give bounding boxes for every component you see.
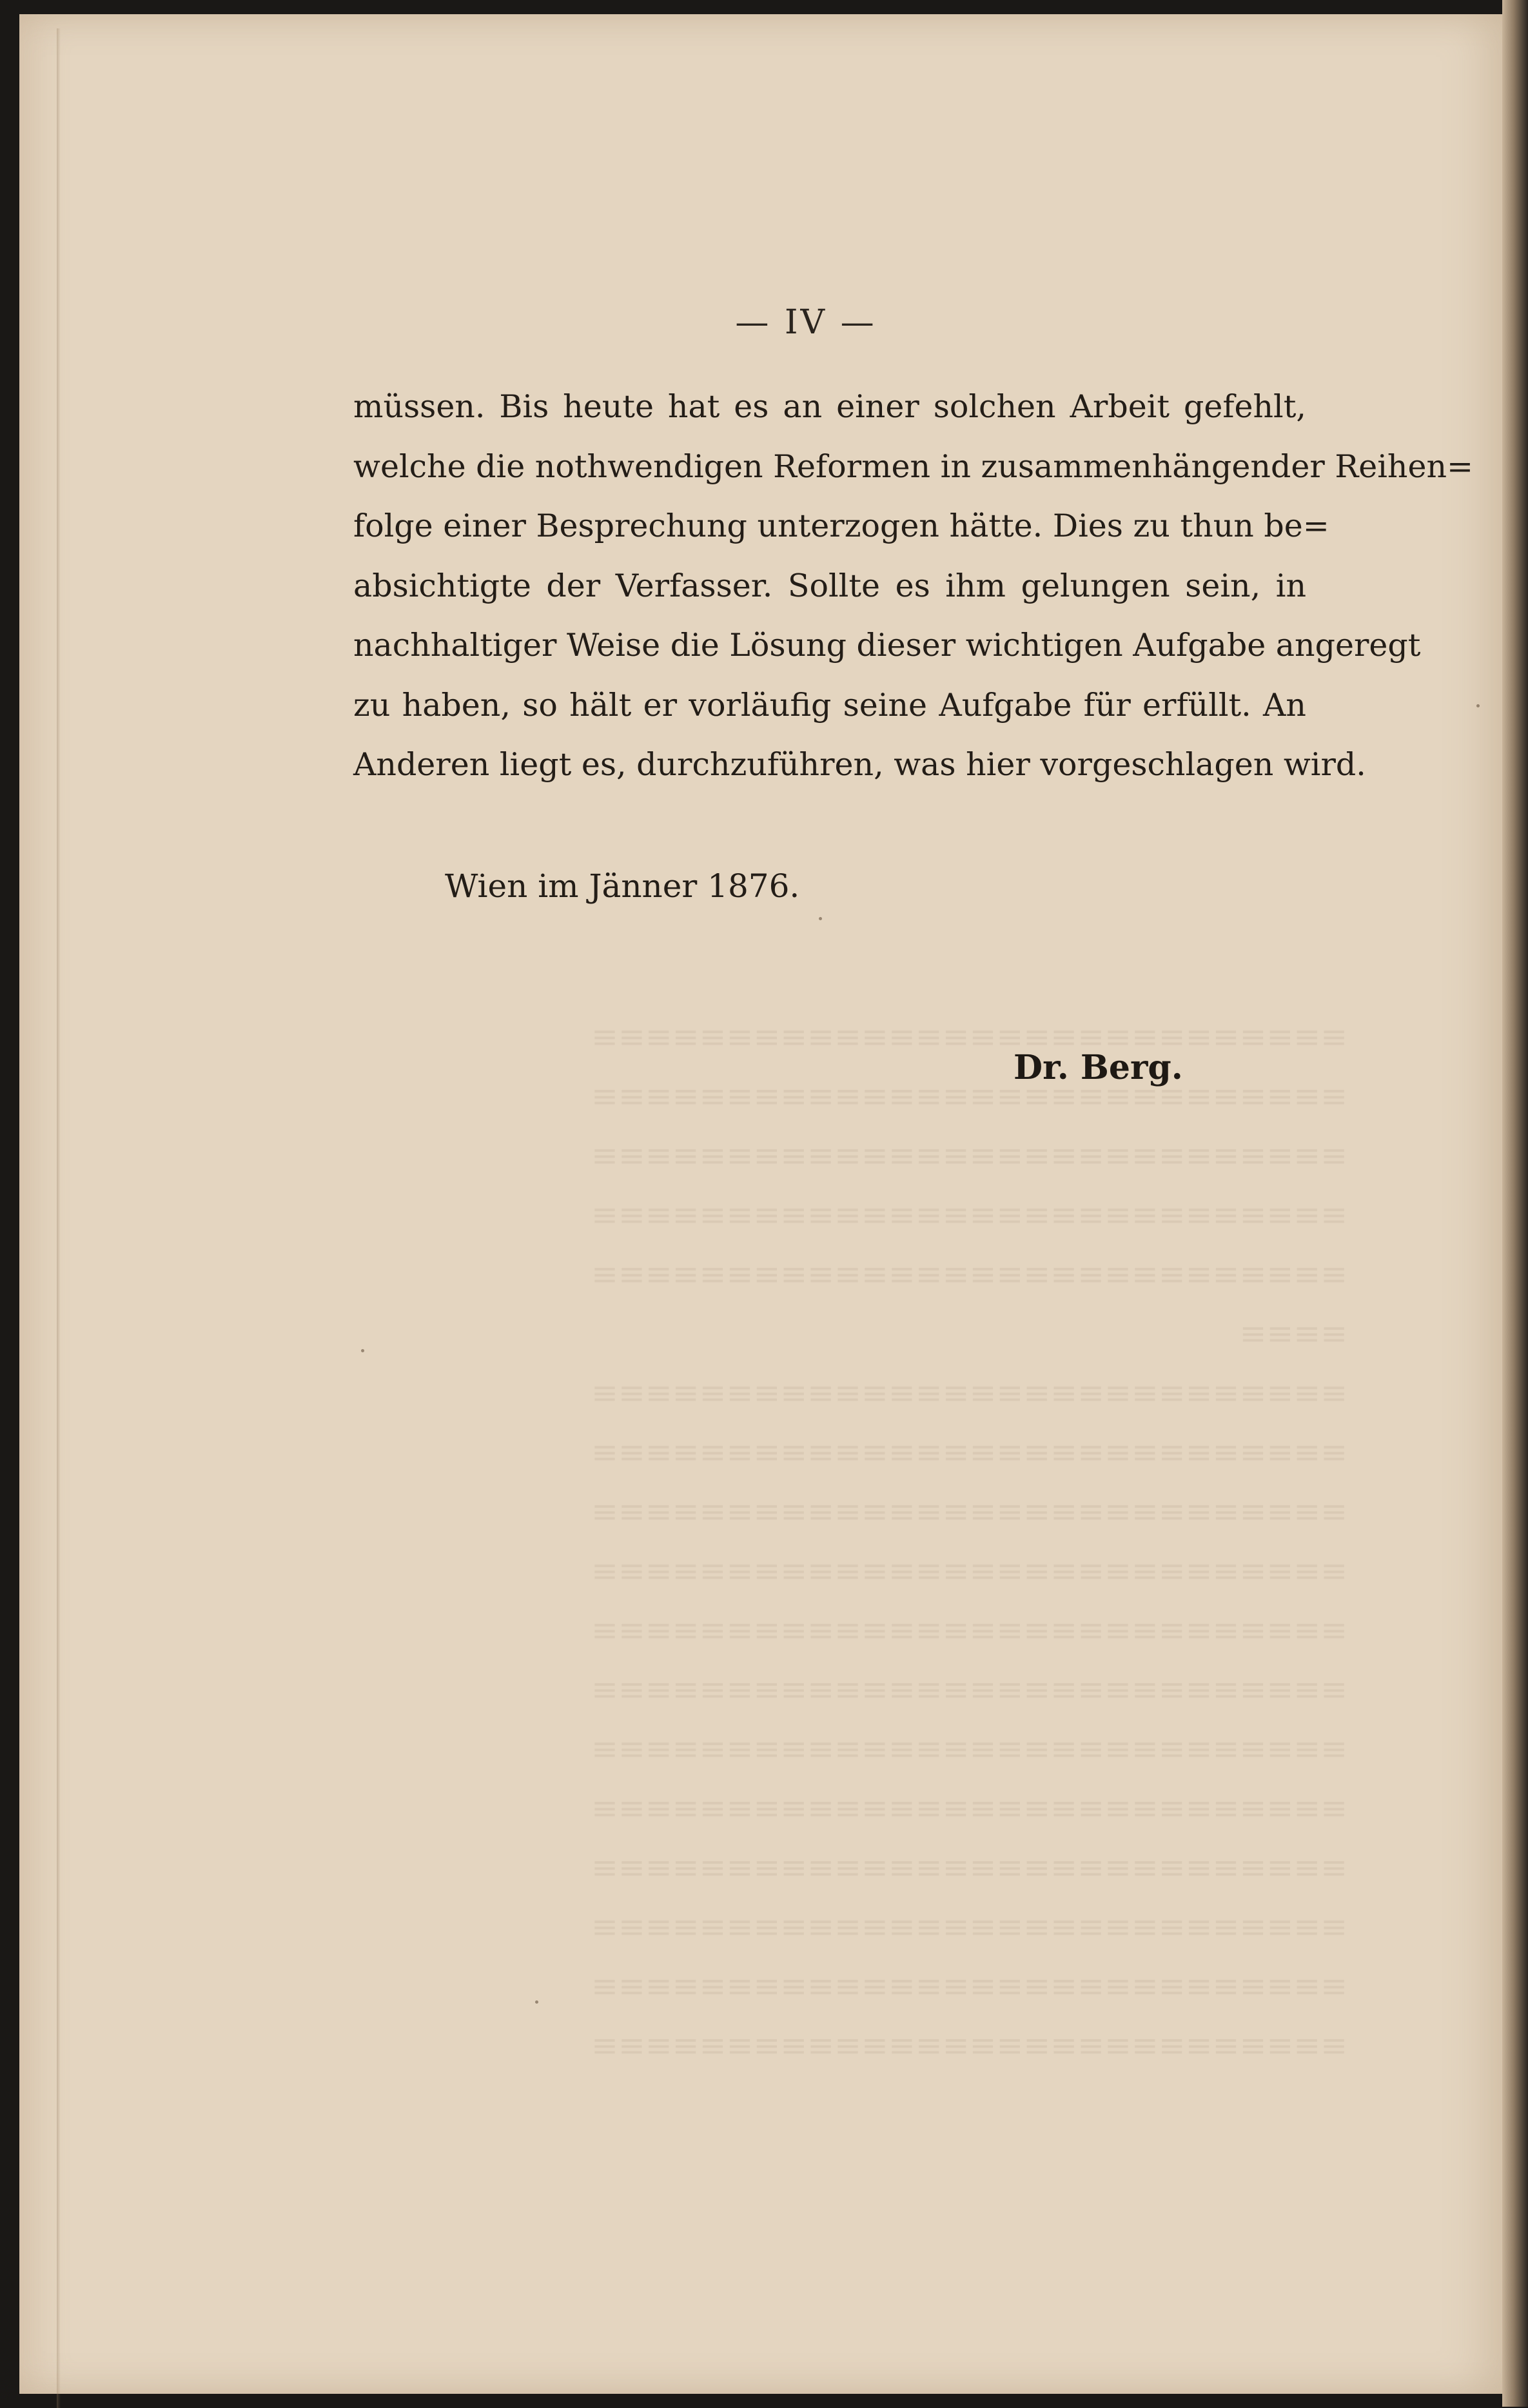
book-edge: [1502, 0, 1528, 2407]
text-line: Anderen liegt es, durchzuführen, was hier vorgeschlagen wird.: [353, 746, 1366, 783]
show-through-text: ≡≡≡≡≡≡≡≡≡≡≡≡≡≡≡≡≡≡≡≡≡≡≡≡≡≡≡≡ ≡≡≡≡≡≡≡≡≡≡≡≡≡≡≡≡≡≡≡≡≡≡≡≡≡≡≡≡ ≡≡≡≡≡≡≡≡≡≡≡≡≡≡≡≡≡≡≡≡≡≡≡≡≡≡≡≡ ≡≡≡≡≡≡≡≡≡≡≡≡≡≡≡≡≡≡≡≡≡≡≡≡≡≡≡≡ ≡≡≡≡≡≡≡≡≡≡≡≡≡≡≡≡≡≡≡≡≡≡≡≡≡≡≡≡ ≡≡≡≡ ≡≡≡≡≡≡≡≡≡≡≡≡≡≡≡≡≡≡≡≡≡≡≡≡≡≡≡≡ ≡≡≡≡≡≡≡≡≡≡≡≡≡≡≡≡≡≡≡≡≡≡≡≡≡≡≡≡ ≡≡≡≡≡≡≡≡≡≡≡≡≡≡≡≡≡≡≡≡≡≡≡≡≡≡≡≡ ≡≡≡≡≡≡≡≡≡≡≡≡≡≡≡≡≡≡≡≡≡≡≡≡≡≡≡≡ ≡≡≡≡≡≡≡≡≡≡≡≡≡≡≡≡≡≡≡≡≡≡≡≡≡≡≡≡ ≡≡≡≡≡≡≡≡≡≡≡≡≡≡≡≡≡≡≡≡≡≡≡≡≡≡≡≡ ≡≡≡≡≡≡≡≡≡≡≡≡≡≡≡≡≡≡≡≡≡≡≡≡≡≡≡≡ ≡≡≡≡≡≡≡≡≡≡≡≡≡≡≡≡≡≡≡≡≡≡≡≡≡≡≡≡ ≡≡≡≡≡≡≡≡≡≡≡≡≡≡≡≡≡≡≡≡≡≡≡≡≡≡≡≡ ≡≡≡≡≡≡≡≡≡≡≡≡≡≡≡≡≡≡≡≡≡≡≡≡≡≡≡≡ ≡≡≡≡≡≡≡≡≡≡≡≡≡≡≡≡≡≡≡≡≡≡≡≡≡≡≡≡ ≡≡≡≡≡≡≡≡≡≡≡≡≡≡≡≡≡≡≡≡≡≡≡≡≡≡≡≡: [591, 1018, 1347, 2064]
place-date-line: Wien im Jänner 1876.: [445, 867, 800, 905]
text-line: zu haben, so hält er vorläufig seine Aufgabe für erfüllt. An: [353, 686, 1306, 724]
paper-speck: [819, 917, 822, 920]
text-line: welche die nothwendigen Reformen in zusammenhängender Reihen=: [353, 448, 1474, 485]
page-fold-shadow: [57, 28, 61, 2408]
paper-speck: [535, 2000, 538, 2004]
page-header: — IV —: [735, 303, 877, 342]
paper-speck: [1476, 704, 1480, 707]
text-line: folge einer Besprechung unterzogen hätte. Dies zu thun be=: [353, 508, 1329, 544]
body-paragraph: [353, 377, 1474, 795]
book-page: [19, 14, 1502, 2394]
text-line: nachhaltiger Weise die Lösung dieser wichtigen Aufgabe angeregt: [353, 627, 1421, 664]
author-signature: Dr. Berg.: [1014, 1048, 1183, 1087]
paper-speck: [361, 1349, 364, 1352]
text-line: absichtigte der Verfasser. Sollte es ihm gelungen sein, in: [353, 567, 1306, 604]
text-line: müssen. Bis heute hat es an einer solchen Arbeit gefehlt,: [353, 388, 1306, 425]
